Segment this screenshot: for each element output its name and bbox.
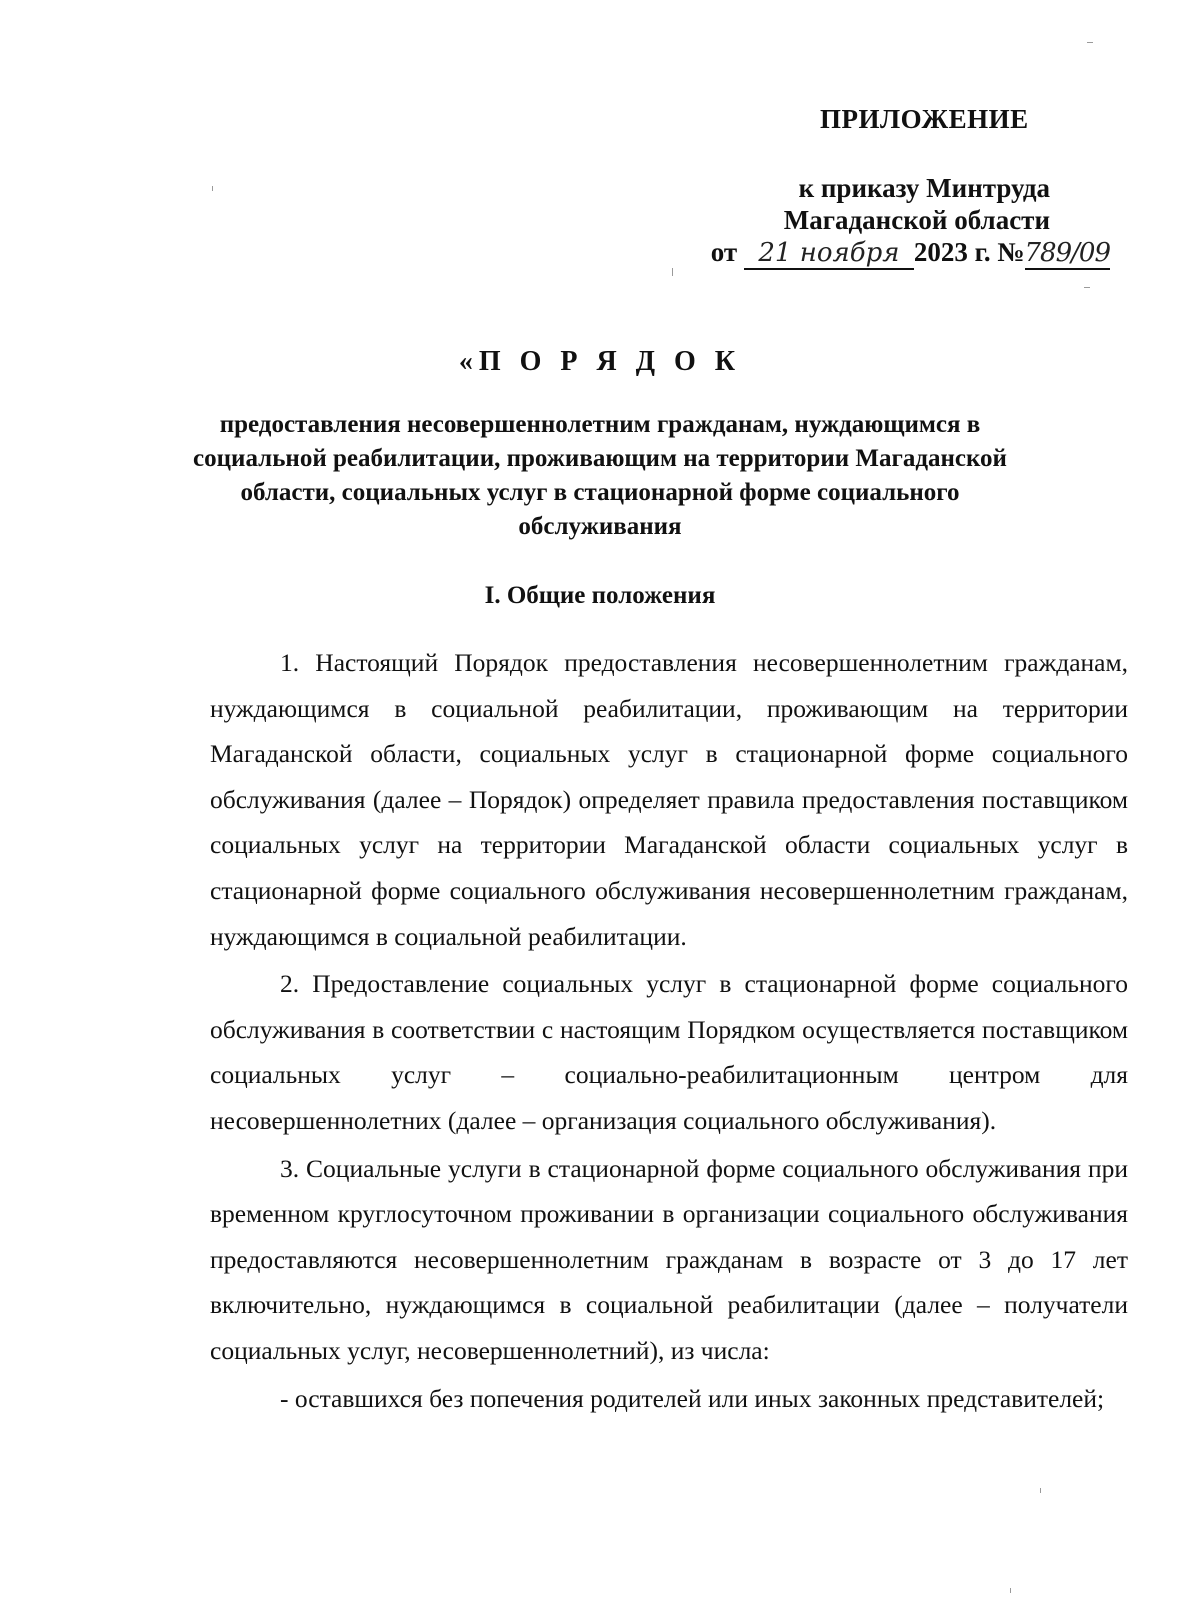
scan-artifact — [1087, 42, 1093, 43]
order-reference-line1: к приказу Минтруда — [798, 173, 1050, 203]
order-reference — [690, 172, 1110, 270]
scan-artifact — [1010, 1588, 1011, 1593]
paragraph-list-item: - оставшихся без попечения родителей или иных законных представителей; — [280, 1383, 1105, 1413]
paragraph-3: 3. Социальные услуги в стационарной форме социального обслуживания при временном круглосуточном проживании в организации социального обслуживания предоставляются несовершеннолетним гражданам в возрасте от 3 до 17 лет включительно, нуждающимся в социальной реабилитации (далее – получатели социальных услуг, несовершеннолетний), из числа: — [210, 1153, 1128, 1365]
section-heading: I. Общие положения — [484, 582, 716, 609]
handwritten-date: 21 ноября — [744, 238, 914, 270]
paragraph-2: 2. Предоставление социальных услуг в стационарной форме социального обслуживания в соответствии с настоящим Порядком осуществляется поставщиком социальных услуг – социально-реабилитационным центром для несовершеннолетних (далее – организация социального обслуживания). — [210, 969, 1128, 1135]
scan-artifact — [672, 268, 673, 276]
appendix-title: ПРИЛОЖЕНИЕ — [820, 104, 1029, 134]
order-year: 2023 г. № — [913, 237, 1025, 267]
scan-artifact — [1084, 287, 1090, 288]
order-reference-line2: Магаданской области — [783, 205, 1050, 235]
date-prefix: от — [710, 237, 738, 267]
paragraph-1: 1. Настоящий Порядок предоставления несовершеннолетним гражданам, нуждающимся в социальной реабилитации, проживающим на территории Магаданской области, социальных услуг в стационарной форме социального обслуживания (далее – Порядок) определяет правила предоставления поставщиком социальных услуг на территории Магаданской области социальных услуг в стационарной форме социального обслуживания несовершеннолетним гражданам, нуждающимся в социальной реабилитации. — [210, 648, 1128, 951]
scan-artifact — [1040, 1488, 1041, 1493]
order-date-line — [690, 236, 1110, 270]
scan-artifact — [212, 186, 213, 191]
document-subtitle: предоставления несовершеннолетним гражданам, нуждающимся в социальной реабилитации, проживающим на территории Магаданской области, социальных услуг в стационарной форме социального обслуживания — [193, 411, 1007, 540]
document-body — [210, 640, 1128, 1423]
document-title: «П О Р Я Д О К — [458, 346, 742, 377]
handwritten-order-number: 789/09 — [1024, 238, 1110, 268]
